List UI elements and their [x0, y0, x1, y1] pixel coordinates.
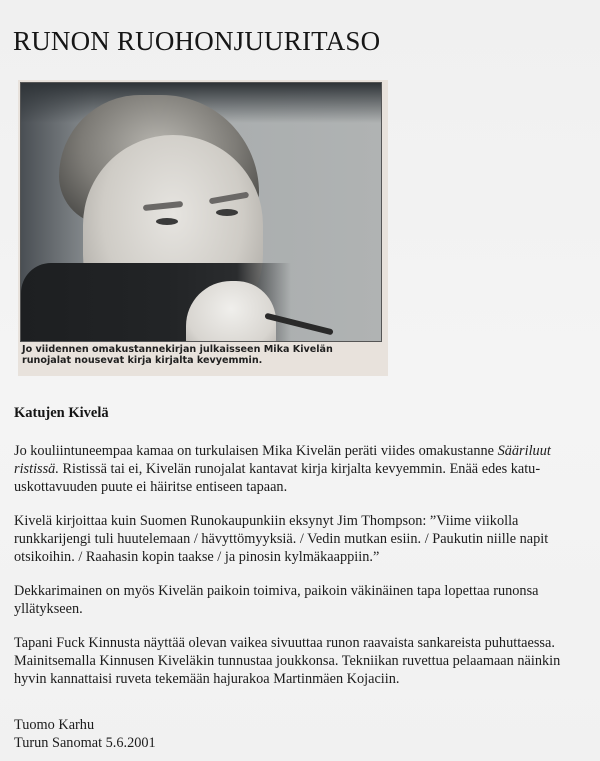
article-paragraph	[14, 442, 594, 496]
photo-right-eye	[216, 209, 238, 216]
article-paragraph: Kivelä kirjoittaa kuin Suomen Runokaupunkiin eksynyt Jim Thompson: ”Viime viikolla runkkarijengi tuli huutelemaan / hävyttömyyksiä. / Vedin mutkan esiin. / Paukutin niille napit otsikoihin. / Raahasin kopin taakse / ja pinosin kylmäkaappiin.”	[14, 513, 549, 565]
photo-caption: Jo viidennen omakustannekirjan julkaisseen Mika Kivelän runojalat nousevat kirja kirjalta kevyemmin.	[22, 344, 333, 366]
portrait-photo-icon	[20, 82, 382, 342]
paragraph-text: Jo kouliintuneempaa kamaa on turkulaisen Mika Kivelän peräti viides omakustanne	[14, 443, 498, 459]
book-title: Sääriluut ristissä.	[14, 443, 551, 477]
paragraph-text: Ristissä tai ei, Kivelän runojalat kantavat kirja kirjalta kevyemmin. Enää edes katu-uskottavuuden puute ei häiritse entiseen tapaan.	[14, 461, 541, 495]
headline: RUNON RUOHONJUURITASO	[13, 26, 381, 56]
article-paragraph: Tapani Fuck Kinnusta näyttää olevan vaikea sivuuttaa runon raavaista sankareista puhuttaessa. Mainitsemalla Kinnusen Kiveläkin tunnustaa joukkonsa. Tekniikan ruvettua pelaamaan näinkin hyvin kannattaisi ruveta tekemään hajurakoa Martinmäen Kojaciin.	[14, 635, 561, 687]
article-paragraph: Dekkarimainen on myös Kivelän paikoin toimiva, paikoin väkinäinen tapa lopettaa runonsa yllätykseen.	[14, 583, 539, 617]
photo-left-eye	[156, 218, 178, 225]
byline-author: Tuomo Karhu	[14, 717, 95, 733]
byline	[14, 716, 156, 752]
byline-source: Turun Sanomat 5.6.2001	[14, 735, 156, 751]
article-subheading: Katujen Kivelä	[14, 405, 109, 421]
newspaper-clipping	[18, 80, 388, 376]
